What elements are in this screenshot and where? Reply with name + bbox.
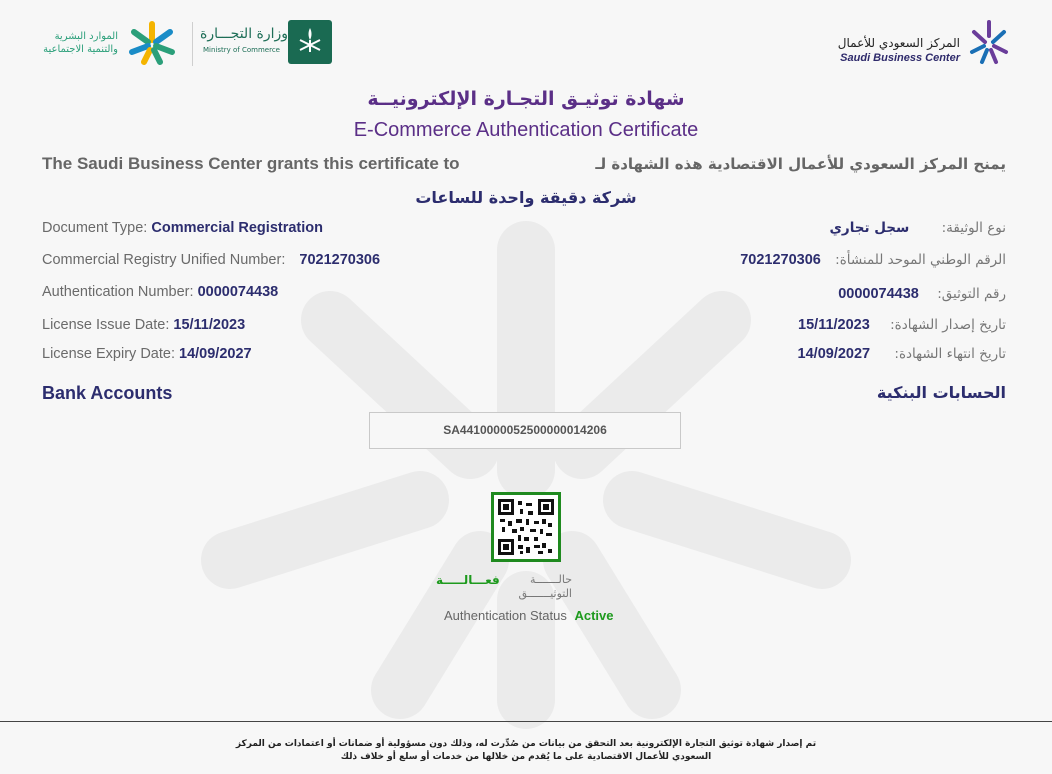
document-type-label: Document Type: [42,220,148,236]
issue-date-label: License Issue Date: [42,317,170,333]
cr-unified-label-ar: الرقم الوطني الموحد للمنشأة: [835,252,1006,268]
hrsd-logo-text-line2: والتنمية الاجتماعية [43,44,118,55]
auth-number-value-ar: 0000074438 [838,286,919,302]
expiry-date-label: License Expiry Date: [42,346,175,362]
issue-date-row-en [42,317,245,333]
sbc-emblem-icon [966,18,1012,68]
bank-accounts-heading-en: Bank Accounts [42,383,173,403]
document-type-value: Commercial Registration [151,220,323,236]
document-type-value-ar: سجل تجاري [829,220,910,236]
hrsd-logo [30,20,180,66]
issue-date-value-ar: 15/11/2023 [798,317,870,333]
grant-statement-arabic: يمنح المركز السعودي للأعمال الاقتصادية هذه الشهادة لـ [595,155,1006,173]
expiry-date-row-ar [798,346,1006,362]
sbc-logo-english: Saudi Business Center [840,52,960,64]
ministry-of-commerce-logo [200,20,332,66]
grant-statement-english: The Saudi Business Center grants this certificate to [42,154,460,173]
document-type-label-ar: نوع الوثيقة: [941,220,1006,236]
certificate-title-arabic: شهادة توثيـق التجـارة الإلكترونيــة [367,88,685,110]
issue-date-label-ar: تاريخ إصدار الشهادة: [890,317,1006,333]
document-type-row-en [42,220,323,236]
authentication-status-label: Authentication Status [444,608,567,623]
authentication-status-en [444,608,614,623]
auth-number-row-ar [838,286,1006,302]
moc-logo-english: Ministry of Commerce [203,46,280,54]
saudi-business-center-logo [822,18,1012,68]
sbc-logo-arabic: المركز السعودي للأعمال [837,36,960,50]
qr-code-icon [498,499,554,555]
auth-number-value: 0000074438 [197,284,279,300]
footer-disclaimer-line1: تم إصدار شهادة توثيق التجارة الإلكترونية بعد التحقق من بيانات من صُدِّرت له، وذلك دون مسؤولية أو ضمانات أو اعتمادات من المركز [235,739,817,749]
expiry-date-row-en [42,346,252,362]
hrsd-emblem-icon [124,20,180,66]
auth-number-label-ar: رقم التوثيق: [937,286,1006,302]
auth-number-row-en [42,284,278,300]
header-divider [192,22,193,66]
issue-date-row-ar [798,317,1006,333]
company-name: شركة دقيقة واحدة للساعات [415,188,637,207]
expiry-date-value: 14/09/2027 [179,346,252,362]
qr-code[interactable] [491,492,561,562]
authentication-status-label-ar-line2: التوثيـــــــق [518,587,572,600]
iban-value: SA4410000052500000014206 [369,412,681,449]
issue-date-value: 15/11/2023 [173,317,246,333]
footer-divider [0,721,1052,722]
cr-unified-value: 7021270306 [299,252,381,268]
cr-unified-value-ar: 7021270306 [740,252,821,268]
saudi-emblem-icon [288,20,332,64]
cr-unified-row-en [42,252,380,268]
footer-disclaimer [0,738,1052,764]
authentication-status-label-ar [500,573,572,601]
bank-accounts-heading-ar: الحسابات البنكية [876,383,1006,402]
authentication-status-value: Active [574,608,614,623]
auth-number-label: Authentication Number: [42,284,194,300]
footer-disclaimer-line2: السعودي للأعمال الاقتصادية على ما يُقدم من خلالها من خدمات أو سلع أو خلاف ذلك [340,752,712,762]
cr-unified-row-ar [740,252,1006,268]
certificate-title-english: E-Commerce Authentication Certificate [353,119,699,141]
cr-unified-label: Commercial Registry Unified Number: [42,252,286,268]
authentication-status-value-ar: فعـــالـــــة [436,573,500,587]
expiry-date-value-ar: 14/09/2027 [797,346,871,362]
hrsd-logo-text-line1: الموارد البشرية [54,31,118,42]
authentication-status-label-ar-line1: حالـــــــة [530,573,572,586]
moc-logo-arabic: وزارة التجـــارة [200,26,289,42]
document-type-row-ar [830,220,1006,236]
expiry-date-label-ar: تاريخ انتهاء الشهادة: [894,346,1006,362]
